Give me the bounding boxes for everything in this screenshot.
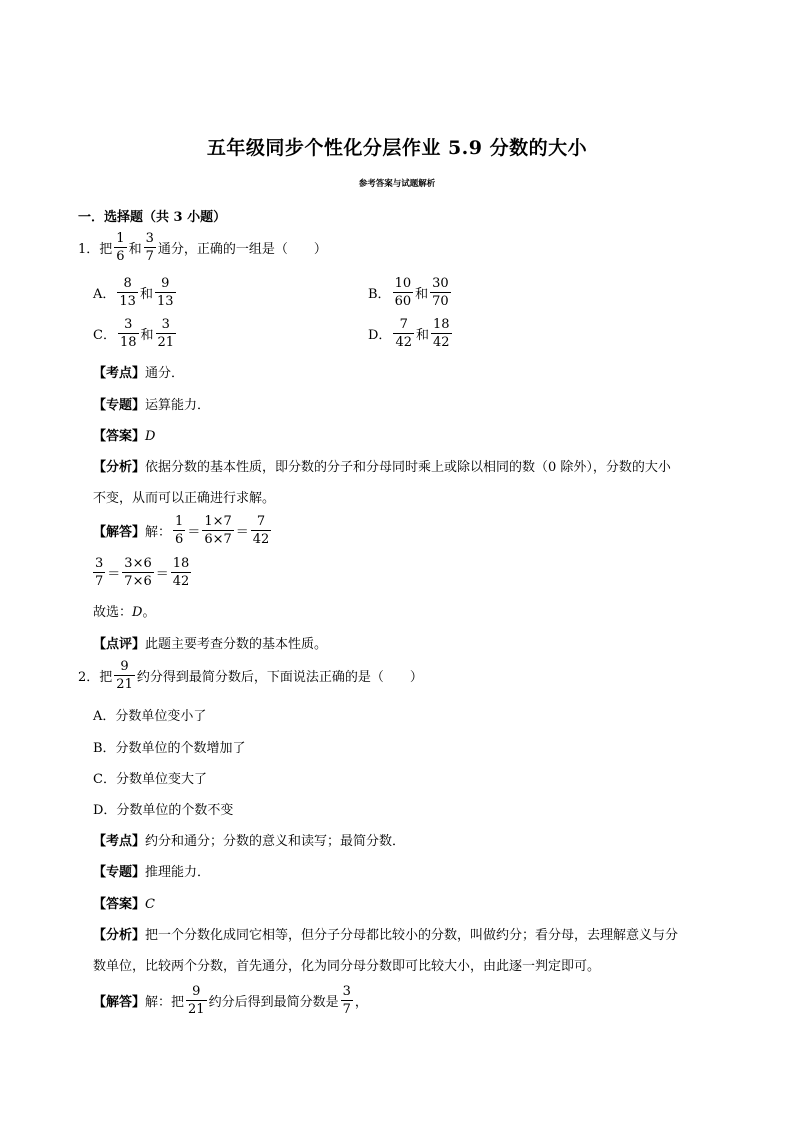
page-subtitle: 参考答案与试题解析 — [358, 179, 436, 189]
q2-option-b: B．分数单位的个数增加了 — [93, 741, 246, 756]
q1-fraction-1: 1 6 — [116, 230, 125, 264]
q1-answer: 【答案】D — [93, 429, 156, 444]
q1-fraction-2: 3 7 — [145, 230, 154, 264]
q1-comment: 【点评】此题主要考查分数的基本性质。 — [93, 637, 328, 652]
q2-option-d: D．分数单位的个数不变 — [93, 803, 234, 818]
q2-solution: 【解答】 解：把 9 21 约分后得到最简分数是 3 7 ， — [93, 983, 368, 1017]
q2-kaodian: 【考点】约分和通分；分数的意义和读写；最简分数． — [93, 834, 406, 849]
q1-post: 通分，正确的一组是（ ） — [157, 241, 327, 257]
q2-analysis-line1: 【分析】把一个分数化成同它相等，但分子分母都比较小的分数，叫做约分；看分母，去理解意义与分 — [93, 928, 679, 943]
q1-stem: 1． 把 1 6 和 3 7 通分，正确的一组是（ ） — [78, 230, 327, 264]
q1-pre: 把 — [99, 241, 113, 257]
q2-number: 2． — [78, 669, 100, 685]
q1-kaodian: 【考点】通分． — [93, 366, 185, 381]
q1-choice: 故选：D。 — [93, 605, 156, 620]
q1-analysis-line1: 【分析】依据分数的基本性质，即分数的分子和分母同时乘上或除以相同的数（0 除外），分数的大小 — [93, 460, 671, 475]
q1-zhuanti: 【专题】运算能力． — [93, 398, 211, 413]
q1-analysis-line2: 不变，从而可以正确进行求解。 — [93, 491, 276, 506]
q1-option-b: B． 10 60 和 30 70 — [368, 275, 449, 309]
q2-answer: 【答案】C — [93, 897, 155, 912]
q2-option-a: A．分数单位变小了 — [93, 709, 207, 724]
q2-fraction: 9 21 — [116, 658, 133, 692]
section-heading: 一．选择题（共 3 小题） — [78, 210, 227, 225]
q1-solution-eq1: 【解答】 解： 1 6 ＝ 1×7 6×7 ＝ 7 42 — [93, 513, 270, 547]
q2-stem: 2． 把 9 21 约分得到最简分数后，下面说法正确的是（ ） — [78, 658, 423, 692]
q1-option-d: D． 7 42 和 18 42 — [368, 316, 450, 350]
q1-solution-eq2: 3 7 ＝ 3×6 7×6 ＝ 18 42 — [95, 555, 190, 589]
q2-analysis-line2: 数单位，比较两个分数，首先通分，化为同分母分数即可比较大小，由此逐一判定即可。 — [93, 959, 601, 974]
q1-number: 1． — [78, 241, 100, 257]
page-title: 五年级同步个性化分层作业 5.9 分数的大小 — [206, 137, 588, 159]
q2-option-c: C．分数单位变大了 — [93, 772, 207, 787]
q1-option-a: A． 8 13 和 9 13 — [93, 275, 174, 309]
q2-zhuanti: 【专题】推理能力． — [93, 865, 211, 880]
q1-option-c: C． 3 18 和 3 21 — [93, 316, 175, 350]
